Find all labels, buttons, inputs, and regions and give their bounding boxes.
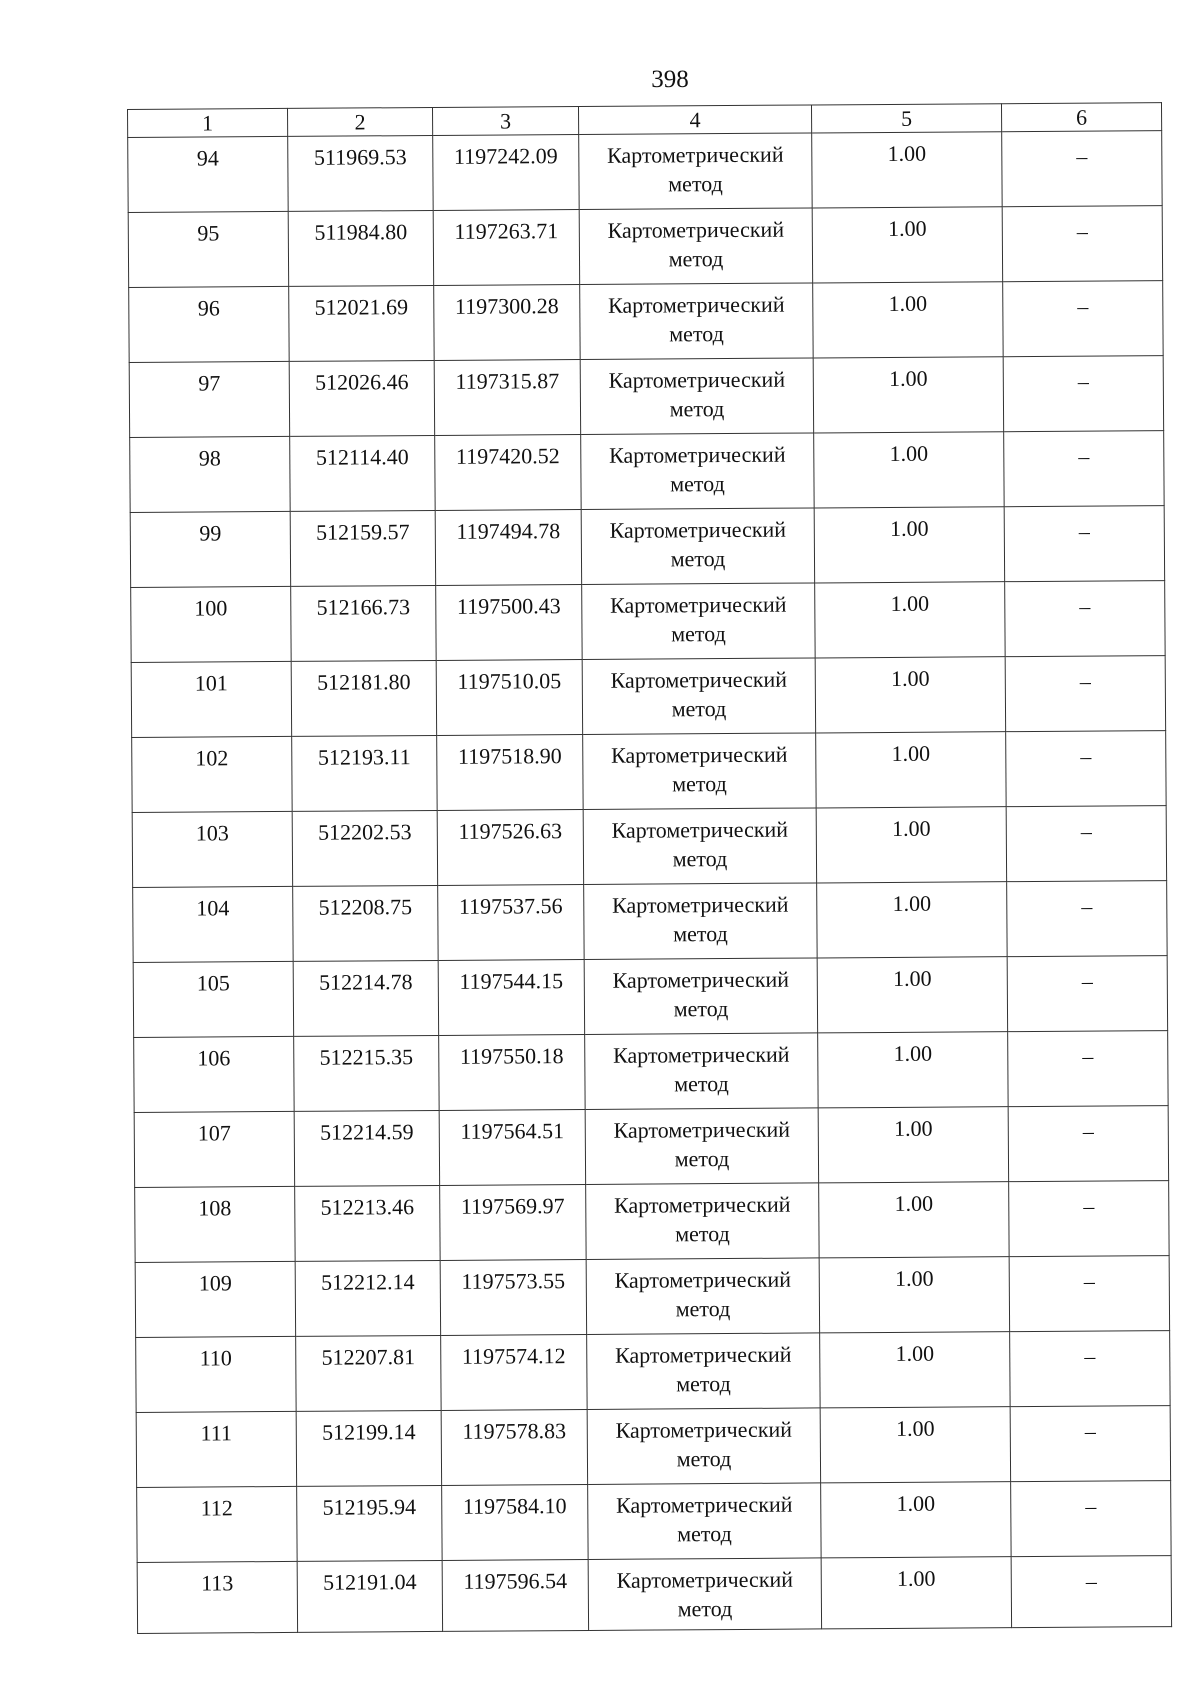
dash-mark: – — [1076, 143, 1088, 169]
column-header: 2 — [287, 107, 432, 136]
note-cell — [1002, 131, 1162, 207]
table-row — [135, 1181, 1169, 1263]
method-cell: Картометрический метод — [588, 1483, 821, 1560]
method-cell: Картометрический метод — [580, 283, 813, 360]
table-row — [130, 431, 1164, 513]
accuracy-cell: 1.00 — [816, 807, 1006, 883]
point-number-cell: 113 — [137, 1561, 297, 1633]
dash-mark: – — [1085, 1568, 1097, 1594]
dash-mark: – — [1079, 668, 1091, 694]
y-coordinate-cell: 1197573.55 — [440, 1259, 586, 1335]
point-number-cell: 98 — [130, 436, 290, 512]
x-coordinate-cell: 512202.53 — [292, 810, 437, 886]
x-coordinate-cell: 512166.73 — [291, 585, 436, 661]
accuracy-cell: 1.00 — [815, 582, 1005, 658]
dash-mark: – — [1077, 293, 1089, 319]
dash-mark: – — [1082, 1043, 1094, 1069]
y-coordinate-cell: 1197494.78 — [435, 509, 581, 585]
table-row — [130, 506, 1164, 588]
y-coordinate-cell: 1197242.09 — [433, 135, 579, 211]
accuracy-cell: 1.00 — [817, 882, 1007, 958]
y-coordinate-cell: 1197578.83 — [441, 1409, 587, 1485]
y-coordinate-cell: 1197544.15 — [438, 959, 584, 1035]
y-coordinate-cell: 1197263.71 — [433, 210, 579, 286]
x-coordinate-cell: 512193.11 — [292, 735, 437, 811]
method-cell: Картометрический метод — [581, 433, 814, 510]
accuracy-cell: 1.00 — [818, 1107, 1008, 1183]
table-row — [134, 1031, 1168, 1113]
table-row — [128, 206, 1162, 288]
note-cell — [1008, 1106, 1168, 1182]
method-cell: Картометрический метод — [581, 508, 814, 585]
table-row — [131, 656, 1165, 738]
accuracy-cell: 1.00 — [817, 957, 1007, 1033]
y-coordinate-cell: 1197315.87 — [434, 360, 580, 436]
note-cell — [1007, 956, 1167, 1032]
dash-mark: – — [1078, 443, 1090, 469]
accuracy-cell: 1.00 — [821, 1482, 1011, 1558]
table-row — [132, 731, 1166, 813]
method-cell: Картометрический метод — [585, 1108, 818, 1185]
note-cell — [1011, 1481, 1171, 1557]
method-cell: Картометрический метод — [586, 1258, 819, 1335]
y-coordinate-cell: 1197500.43 — [436, 584, 582, 660]
column-header: 6 — [1001, 103, 1161, 132]
point-number-cell: 105 — [133, 961, 293, 1037]
method-cell: Картометрический метод — [586, 1183, 819, 1260]
y-coordinate-cell: 1197518.90 — [437, 734, 583, 810]
x-coordinate-cell: 511969.53 — [288, 135, 433, 211]
point-number-cell: 109 — [135, 1261, 295, 1337]
dash-mark: – — [1080, 743, 1092, 769]
method-cell: Картометрический метод — [587, 1333, 820, 1410]
table-row — [136, 1331, 1170, 1413]
y-coordinate-cell: 1197550.18 — [439, 1034, 585, 1110]
point-number-cell: 112 — [137, 1486, 297, 1562]
dash-mark: – — [1081, 893, 1093, 919]
note-cell — [1010, 1331, 1170, 1407]
x-coordinate-cell: 512214.59 — [294, 1110, 439, 1186]
column-header: 5 — [811, 104, 1001, 133]
note-cell — [1011, 1556, 1171, 1628]
y-coordinate-cell: 1197584.10 — [442, 1484, 588, 1560]
accuracy-cell: 1.00 — [820, 1407, 1010, 1483]
dash-mark: – — [1080, 818, 1092, 844]
table-row — [135, 1256, 1169, 1338]
method-cell: Картометрический метод — [587, 1408, 820, 1485]
note-cell — [1010, 1406, 1170, 1482]
column-header: 4 — [578, 105, 811, 135]
accuracy-cell: 1.00 — [814, 432, 1004, 508]
table-row — [131, 581, 1165, 663]
method-cell: Картометрический метод — [579, 208, 812, 285]
accuracy-cell: 1.00 — [814, 507, 1004, 583]
coordinates-table — [127, 102, 1172, 1634]
x-coordinate-cell: 512021.69 — [289, 285, 434, 361]
point-number-cell: 110 — [136, 1336, 296, 1412]
x-coordinate-cell: 512195.94 — [297, 1485, 442, 1561]
table-row — [132, 806, 1166, 888]
dash-mark: – — [1078, 518, 1090, 544]
y-coordinate-cell: 1197574.12 — [441, 1334, 587, 1410]
accuracy-cell: 1.00 — [819, 1182, 1009, 1258]
table-row — [136, 1406, 1170, 1488]
accuracy-cell: 1.00 — [816, 732, 1006, 808]
accuracy-cell: 1.00 — [820, 1332, 1010, 1408]
note-cell — [1003, 356, 1163, 432]
x-coordinate-cell: 512215.35 — [294, 1035, 439, 1111]
note-cell — [1005, 581, 1165, 657]
x-coordinate-cell: 511984.80 — [288, 210, 433, 286]
table-row — [129, 356, 1163, 438]
dash-mark: – — [1084, 1418, 1096, 1444]
dash-mark: – — [1085, 1493, 1097, 1519]
column-header: 3 — [432, 107, 578, 136]
dash-mark: – — [1083, 1268, 1095, 1294]
accuracy-cell: 1.00 — [821, 1557, 1011, 1629]
x-coordinate-cell: 512213.46 — [295, 1185, 440, 1261]
accuracy-cell: 1.00 — [813, 282, 1003, 358]
method-cell: Картометрический метод — [583, 733, 816, 810]
note-cell — [1008, 1031, 1168, 1107]
point-number-cell: 99 — [130, 511, 290, 587]
dash-mark: – — [1082, 1118, 1094, 1144]
point-number-cell: 96 — [129, 286, 289, 362]
point-number-cell: 97 — [129, 361, 289, 437]
method-cell: Картометрический метод — [582, 583, 815, 660]
table-row — [128, 131, 1162, 213]
x-coordinate-cell: 512214.78 — [293, 960, 438, 1036]
column-header: 1 — [128, 108, 288, 137]
point-number-cell: 111 — [136, 1411, 296, 1487]
y-coordinate-cell: 1197510.05 — [436, 659, 582, 735]
accuracy-cell: 1.00 — [819, 1257, 1009, 1333]
note-cell — [1009, 1181, 1169, 1257]
method-cell: Картометрический метод — [579, 133, 812, 210]
point-number-cell: 106 — [134, 1036, 294, 1112]
accuracy-cell: 1.00 — [813, 357, 1003, 433]
table-body — [128, 131, 1172, 1634]
x-coordinate-cell: 512114.40 — [290, 435, 435, 511]
x-coordinate-cell: 512207.81 — [296, 1335, 441, 1411]
accuracy-cell: 1.00 — [812, 132, 1002, 208]
accuracy-cell: 1.00 — [815, 657, 1005, 733]
note-cell — [1003, 281, 1163, 357]
method-cell: Картометрический метод — [585, 1033, 818, 1110]
note-cell — [1006, 731, 1166, 807]
x-coordinate-cell: 512159.57 — [290, 510, 435, 586]
point-number-cell: 104 — [133, 886, 293, 962]
y-coordinate-cell: 1197596.54 — [442, 1559, 588, 1631]
dash-mark: – — [1076, 218, 1088, 244]
method-cell: Картометрический метод — [582, 658, 815, 735]
note-cell — [1005, 656, 1165, 732]
method-cell: Картометрический метод — [583, 808, 816, 885]
x-coordinate-cell: 512026.46 — [289, 360, 434, 436]
dash-mark: – — [1084, 1343, 1096, 1369]
dash-mark: – — [1083, 1193, 1095, 1219]
point-number-cell: 101 — [131, 661, 291, 737]
y-coordinate-cell: 1197420.52 — [435, 434, 581, 510]
note-cell — [1009, 1256, 1169, 1332]
note-cell — [1002, 206, 1162, 282]
page-number: 398 — [651, 66, 689, 93]
note-cell — [1004, 431, 1164, 507]
point-number-cell: 103 — [132, 811, 292, 887]
point-number-cell: 94 — [128, 136, 288, 212]
table-row — [134, 1106, 1168, 1188]
method-cell: Картометрический метод — [584, 958, 817, 1035]
point-number-cell: 102 — [132, 736, 292, 812]
table-row — [137, 1481, 1171, 1563]
method-cell: Картометрический метод — [588, 1558, 821, 1631]
x-coordinate-cell: 512191.04 — [297, 1560, 442, 1632]
x-coordinate-cell: 512199.14 — [296, 1410, 441, 1486]
y-coordinate-cell: 1197569.97 — [440, 1184, 586, 1260]
x-coordinate-cell: 512212.14 — [295, 1260, 440, 1336]
dash-mark: – — [1081, 968, 1093, 994]
table-row — [129, 281, 1163, 363]
y-coordinate-cell: 1197300.28 — [434, 285, 580, 361]
note-cell — [1004, 506, 1164, 582]
y-coordinate-cell: 1197564.51 — [439, 1109, 585, 1185]
table-row — [133, 956, 1167, 1038]
table-row — [133, 881, 1167, 963]
dash-mark: – — [1079, 593, 1091, 619]
y-coordinate-cell: 1197526.63 — [437, 809, 583, 885]
note-cell — [1006, 806, 1166, 882]
accuracy-cell: 1.00 — [818, 1032, 1008, 1108]
point-number-cell: 108 — [135, 1186, 295, 1262]
point-number-cell: 95 — [128, 211, 288, 287]
y-coordinate-cell: 1197537.56 — [438, 884, 584, 960]
method-cell: Картометрический метод — [584, 883, 817, 960]
dash-mark: – — [1077, 368, 1089, 394]
note-cell — [1007, 881, 1167, 957]
point-number-cell: 107 — [134, 1111, 294, 1187]
table-row — [137, 1556, 1171, 1634]
accuracy-cell: 1.00 — [812, 207, 1002, 283]
method-cell: Картометрический метод — [580, 358, 813, 435]
point-number-cell: 100 — [131, 586, 291, 662]
x-coordinate-cell: 512208.75 — [293, 885, 438, 961]
x-coordinate-cell: 512181.80 — [291, 660, 436, 736]
